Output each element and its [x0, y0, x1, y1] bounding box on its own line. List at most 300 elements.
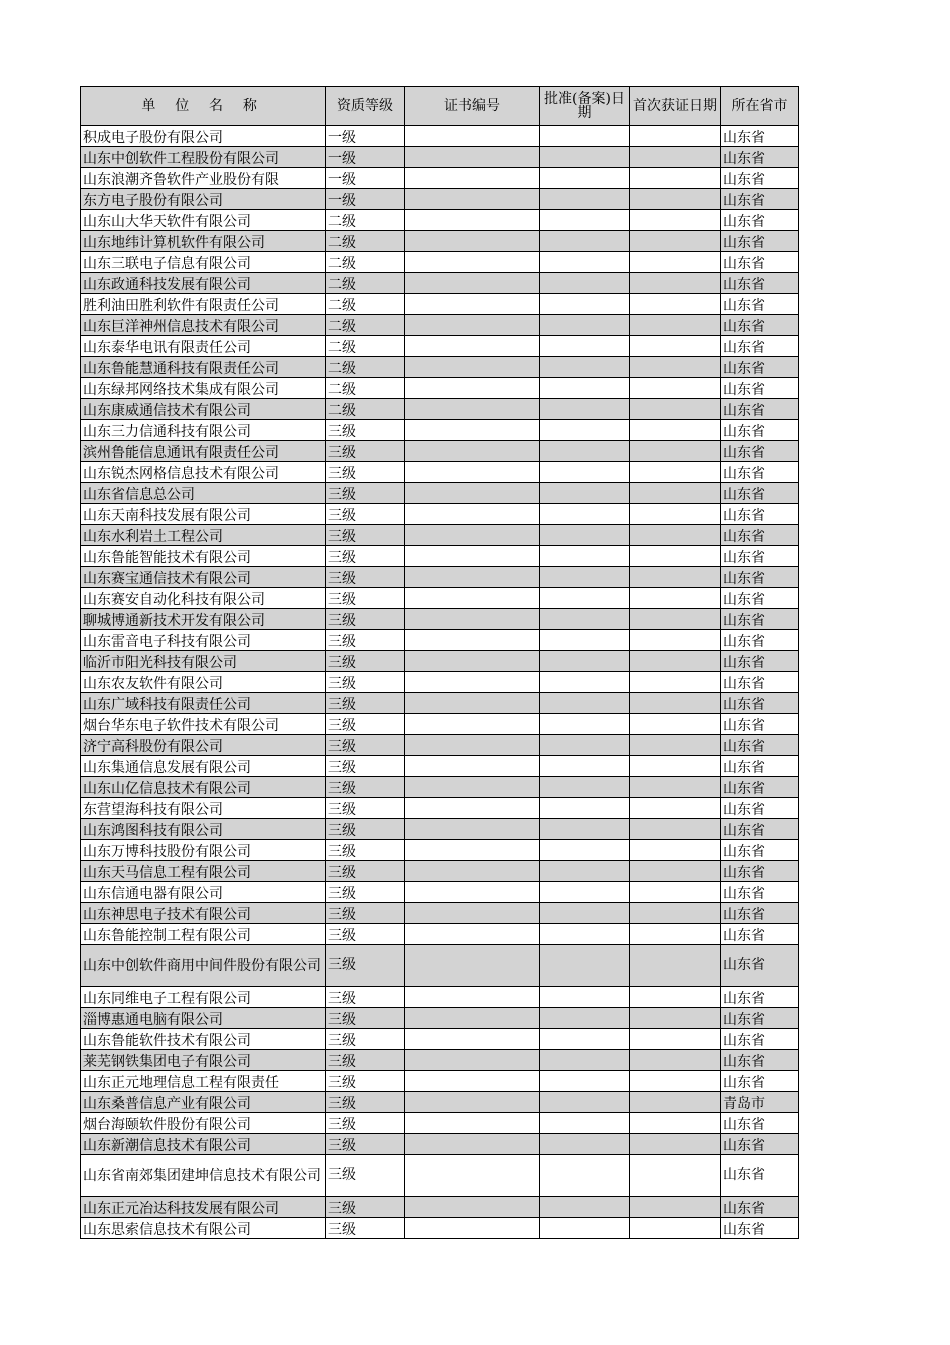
cell-approval-date[interactable]	[540, 168, 630, 189]
cell-qualification-level[interactable]: 三级	[326, 1197, 405, 1218]
header-region[interactable]: 所在省市	[721, 87, 799, 126]
cell-qualification-level[interactable]: 三级	[326, 1029, 405, 1050]
cell-qualification-level[interactable]: 三级	[326, 483, 405, 504]
cell-approval-date[interactable]	[540, 525, 630, 546]
cell-certificate-number[interactable]	[405, 504, 540, 525]
cell-unit-name[interactable]: 山东鲁能智能技术有限公司	[81, 546, 326, 567]
cell-first-cert-date[interactable]	[630, 315, 721, 336]
cell-first-cert-date[interactable]	[630, 1218, 721, 1239]
cell-region[interactable]: 山东省	[721, 1218, 799, 1239]
cell-unit-name[interactable]: 山东锐杰网格信息技术有限公司	[81, 462, 326, 483]
cell-approval-date[interactable]	[540, 504, 630, 525]
cell-unit-name[interactable]: 山东鲁能软件技术有限公司	[81, 1029, 326, 1050]
cell-approval-date[interactable]	[540, 777, 630, 798]
cell-approval-date[interactable]	[540, 1113, 630, 1134]
cell-first-cert-date[interactable]	[630, 798, 721, 819]
cell-unit-name[interactable]: 济宁高科股份有限公司	[81, 735, 326, 756]
cell-unit-name[interactable]: 山东鲁能慧通科技有限责任公司	[81, 357, 326, 378]
cell-region[interactable]: 山东省	[721, 651, 799, 672]
cell-approval-date[interactable]	[540, 609, 630, 630]
cell-unit-name[interactable]: 山东万博科技股份有限公司	[81, 840, 326, 861]
cell-unit-name[interactable]: 山东同维电子工程有限公司	[81, 987, 326, 1008]
cell-first-cert-date[interactable]	[630, 882, 721, 903]
cell-first-cert-date[interactable]	[630, 777, 721, 798]
cell-qualification-level[interactable]: 三级	[326, 1113, 405, 1134]
cell-first-cert-date[interactable]	[630, 861, 721, 882]
cell-certificate-number[interactable]	[405, 798, 540, 819]
cell-first-cert-date[interactable]	[630, 1029, 721, 1050]
cell-region[interactable]: 山东省	[721, 1050, 799, 1071]
cell-unit-name[interactable]: 山东正元冶达科技发展有限公司	[81, 1197, 326, 1218]
cell-qualification-level[interactable]: 三级	[326, 1155, 405, 1197]
cell-region[interactable]: 山东省	[721, 672, 799, 693]
cell-region[interactable]: 山东省	[721, 336, 799, 357]
cell-qualification-level[interactable]: 三级	[326, 1008, 405, 1029]
cell-unit-name[interactable]: 山东浪潮齐鲁软件产业股份有限	[81, 168, 326, 189]
cell-qualification-level[interactable]: 二级	[326, 399, 405, 420]
cell-first-cert-date[interactable]	[630, 420, 721, 441]
cell-approval-date[interactable]	[540, 567, 630, 588]
cell-region[interactable]: 山东省	[721, 567, 799, 588]
cell-approval-date[interactable]	[540, 1050, 630, 1071]
cell-qualification-level[interactable]: 三级	[326, 1071, 405, 1092]
cell-qualification-level[interactable]: 三级	[326, 924, 405, 945]
cell-first-cert-date[interactable]	[630, 1155, 721, 1197]
cell-unit-name[interactable]: 东营望海科技有限公司	[81, 798, 326, 819]
cell-unit-name[interactable]: 临沂市阳光科技有限公司	[81, 651, 326, 672]
cell-unit-name[interactable]: 山东赛宝通信技术有限公司	[81, 567, 326, 588]
cell-certificate-number[interactable]	[405, 1155, 540, 1197]
cell-unit-name[interactable]: 山东三联电子信息有限公司	[81, 252, 326, 273]
cell-qualification-level[interactable]: 三级	[326, 945, 405, 987]
cell-region[interactable]: 山东省	[721, 819, 799, 840]
cell-first-cert-date[interactable]	[630, 546, 721, 567]
cell-unit-name[interactable]: 胜利油田胜利软件有限责任公司	[81, 294, 326, 315]
cell-approval-date[interactable]	[540, 1029, 630, 1050]
cell-region[interactable]: 山东省	[721, 273, 799, 294]
cell-certificate-number[interactable]	[405, 609, 540, 630]
cell-qualification-level[interactable]: 三级	[326, 693, 405, 714]
cell-qualification-level[interactable]: 三级	[326, 819, 405, 840]
cell-certificate-number[interactable]	[405, 987, 540, 1008]
cell-certificate-number[interactable]	[405, 1113, 540, 1134]
cell-approval-date[interactable]	[540, 357, 630, 378]
cell-certificate-number[interactable]	[405, 903, 540, 924]
cell-unit-name[interactable]: 滨州鲁能信息通讯有限责任公司	[81, 441, 326, 462]
cell-unit-name[interactable]: 山东正元地理信息工程有限责任	[81, 1071, 326, 1092]
cell-qualification-level[interactable]: 三级	[326, 903, 405, 924]
cell-qualification-level[interactable]: 一级	[326, 126, 405, 147]
cell-certificate-number[interactable]	[405, 1008, 540, 1029]
cell-approval-date[interactable]	[540, 693, 630, 714]
cell-region[interactable]: 山东省	[721, 147, 799, 168]
cell-qualification-level[interactable]: 二级	[326, 294, 405, 315]
cell-region[interactable]: 山东省	[721, 252, 799, 273]
cell-region[interactable]: 山东省	[721, 693, 799, 714]
cell-unit-name[interactable]: 山东省南郊集团建坤信息技术有限公司	[81, 1155, 326, 1197]
cell-region[interactable]: 山东省	[721, 294, 799, 315]
cell-certificate-number[interactable]	[405, 1092, 540, 1113]
cell-first-cert-date[interactable]	[630, 273, 721, 294]
cell-certificate-number[interactable]	[405, 819, 540, 840]
cell-qualification-level[interactable]: 二级	[326, 336, 405, 357]
cell-region[interactable]: 山东省	[721, 525, 799, 546]
cell-approval-date[interactable]	[540, 840, 630, 861]
cell-qualification-level[interactable]: 三级	[326, 420, 405, 441]
cell-qualification-level[interactable]: 三级	[326, 525, 405, 546]
cell-certificate-number[interactable]	[405, 735, 540, 756]
cell-region[interactable]: 山东省	[721, 924, 799, 945]
cell-first-cert-date[interactable]	[630, 525, 721, 546]
cell-certificate-number[interactable]	[405, 126, 540, 147]
cell-first-cert-date[interactable]	[630, 609, 721, 630]
cell-certificate-number[interactable]	[405, 777, 540, 798]
cell-region[interactable]: 青岛市	[721, 1092, 799, 1113]
cell-qualification-level[interactable]: 三级	[326, 840, 405, 861]
cell-certificate-number[interactable]	[405, 1197, 540, 1218]
cell-qualification-level[interactable]: 三级	[326, 672, 405, 693]
cell-unit-name[interactable]: 山东鲁能控制工程有限公司	[81, 924, 326, 945]
cell-first-cert-date[interactable]	[630, 1134, 721, 1155]
cell-first-cert-date[interactable]	[630, 462, 721, 483]
cell-unit-name[interactable]: 山东山亿信息技术有限公司	[81, 777, 326, 798]
cell-qualification-level[interactable]: 二级	[326, 357, 405, 378]
cell-approval-date[interactable]	[540, 756, 630, 777]
cell-certificate-number[interactable]	[405, 420, 540, 441]
cell-region[interactable]: 山东省	[721, 546, 799, 567]
cell-certificate-number[interactable]	[405, 756, 540, 777]
cell-region[interactable]: 山东省	[721, 1113, 799, 1134]
cell-approval-date[interactable]	[540, 819, 630, 840]
cell-certificate-number[interactable]	[405, 294, 540, 315]
cell-qualification-level[interactable]: 二级	[326, 315, 405, 336]
cell-first-cert-date[interactable]	[630, 735, 721, 756]
cell-region[interactable]: 山东省	[721, 945, 799, 987]
cell-first-cert-date[interactable]	[630, 714, 721, 735]
cell-unit-name[interactable]: 山东思索信息技术有限公司	[81, 1218, 326, 1239]
cell-qualification-level[interactable]: 二级	[326, 252, 405, 273]
cell-region[interactable]: 山东省	[721, 189, 799, 210]
cell-approval-date[interactable]	[540, 672, 630, 693]
cell-unit-name[interactable]: 山东中创软件工程股份有限公司	[81, 147, 326, 168]
cell-region[interactable]: 山东省	[721, 462, 799, 483]
cell-qualification-level[interactable]: 三级	[326, 462, 405, 483]
cell-certificate-number[interactable]	[405, 336, 540, 357]
cell-qualification-level[interactable]: 三级	[326, 735, 405, 756]
cell-certificate-number[interactable]	[405, 147, 540, 168]
cell-approval-date[interactable]	[540, 924, 630, 945]
cell-region[interactable]: 山东省	[721, 420, 799, 441]
cell-unit-name[interactable]: 莱芜钢铁集团电子有限公司	[81, 1050, 326, 1071]
cell-region[interactable]: 山东省	[721, 735, 799, 756]
cell-approval-date[interactable]	[540, 903, 630, 924]
cell-approval-date[interactable]	[540, 210, 630, 231]
cell-qualification-level[interactable]: 三级	[326, 567, 405, 588]
header-first-cert-date[interactable]: 首次获证日期	[630, 87, 721, 126]
cell-qualification-level[interactable]: 二级	[326, 231, 405, 252]
cell-first-cert-date[interactable]	[630, 945, 721, 987]
cell-first-cert-date[interactable]	[630, 168, 721, 189]
cell-approval-date[interactable]	[540, 1155, 630, 1197]
cell-certificate-number[interactable]	[405, 567, 540, 588]
cell-qualification-level[interactable]: 三级	[326, 798, 405, 819]
header-qualification-level[interactable]: 资质等级	[326, 87, 405, 126]
cell-unit-name[interactable]: 山东信通电器有限公司	[81, 882, 326, 903]
cell-first-cert-date[interactable]	[630, 630, 721, 651]
cell-approval-date[interactable]	[540, 315, 630, 336]
cell-region[interactable]: 山东省	[721, 483, 799, 504]
header-approval-date[interactable]: 批准(备案)日期	[540, 87, 630, 126]
cell-region[interactable]: 山东省	[721, 231, 799, 252]
cell-unit-name[interactable]: 山东广域科技有限责任公司	[81, 693, 326, 714]
cell-first-cert-date[interactable]	[630, 189, 721, 210]
cell-region[interactable]: 山东省	[721, 1008, 799, 1029]
cell-region[interactable]: 山东省	[721, 1197, 799, 1218]
cell-unit-name[interactable]: 山东神思电子技术有限公司	[81, 903, 326, 924]
cell-region[interactable]: 山东省	[721, 987, 799, 1008]
cell-qualification-level[interactable]: 三级	[326, 714, 405, 735]
cell-approval-date[interactable]	[540, 861, 630, 882]
cell-first-cert-date[interactable]	[630, 147, 721, 168]
cell-qualification-level[interactable]: 三级	[326, 651, 405, 672]
cell-first-cert-date[interactable]	[630, 231, 721, 252]
cell-certificate-number[interactable]	[405, 882, 540, 903]
cell-region[interactable]: 山东省	[721, 315, 799, 336]
cell-unit-name[interactable]: 山东集通信息发展有限公司	[81, 756, 326, 777]
cell-certificate-number[interactable]	[405, 210, 540, 231]
cell-unit-name[interactable]: 山东康威通信技术有限公司	[81, 399, 326, 420]
cell-region[interactable]: 山东省	[721, 777, 799, 798]
cell-first-cert-date[interactable]	[630, 504, 721, 525]
cell-first-cert-date[interactable]	[630, 252, 721, 273]
cell-certificate-number[interactable]	[405, 315, 540, 336]
cell-qualification-level[interactable]: 二级	[326, 273, 405, 294]
cell-first-cert-date[interactable]	[630, 672, 721, 693]
cell-region[interactable]: 山东省	[721, 756, 799, 777]
cell-unit-name[interactable]: 山东巨洋神州信息技术有限公司	[81, 315, 326, 336]
cell-approval-date[interactable]	[540, 273, 630, 294]
cell-certificate-number[interactable]	[405, 861, 540, 882]
cell-qualification-level[interactable]: 一级	[326, 168, 405, 189]
cell-certificate-number[interactable]	[405, 714, 540, 735]
cell-certificate-number[interactable]	[405, 1071, 540, 1092]
cell-approval-date[interactable]	[540, 714, 630, 735]
cell-first-cert-date[interactable]	[630, 1092, 721, 1113]
cell-first-cert-date[interactable]	[630, 357, 721, 378]
cell-region[interactable]: 山东省	[721, 399, 799, 420]
cell-certificate-number[interactable]	[405, 273, 540, 294]
cell-first-cert-date[interactable]	[630, 1050, 721, 1071]
cell-certificate-number[interactable]	[405, 399, 540, 420]
cell-approval-date[interactable]	[540, 189, 630, 210]
cell-certificate-number[interactable]	[405, 1050, 540, 1071]
cell-unit-name[interactable]: 山东鸿图科技有限公司	[81, 819, 326, 840]
cell-unit-name[interactable]: 山东地纬计算机软件有限公司	[81, 231, 326, 252]
cell-qualification-level[interactable]: 三级	[326, 441, 405, 462]
cell-region[interactable]: 山东省	[721, 210, 799, 231]
cell-first-cert-date[interactable]	[630, 588, 721, 609]
cell-first-cert-date[interactable]	[630, 840, 721, 861]
cell-qualification-level[interactable]: 三级	[326, 1134, 405, 1155]
cell-certificate-number[interactable]	[405, 672, 540, 693]
cell-approval-date[interactable]	[540, 882, 630, 903]
cell-first-cert-date[interactable]	[630, 651, 721, 672]
header-unit-name[interactable]: 单 位 名 称	[81, 87, 326, 126]
cell-approval-date[interactable]	[540, 336, 630, 357]
cell-first-cert-date[interactable]	[630, 483, 721, 504]
cell-unit-name[interactable]: 烟台海颐软件股份有限公司	[81, 1113, 326, 1134]
cell-approval-date[interactable]	[540, 378, 630, 399]
cell-region[interactable]: 山东省	[721, 504, 799, 525]
cell-approval-date[interactable]	[540, 945, 630, 987]
cell-qualification-level[interactable]: 一级	[326, 189, 405, 210]
cell-unit-name[interactable]: 东方电子股份有限公司	[81, 189, 326, 210]
cell-unit-name[interactable]: 山东水利岩土工程公司	[81, 525, 326, 546]
cell-unit-name[interactable]: 聊城博通新技术开发有限公司	[81, 609, 326, 630]
cell-certificate-number[interactable]	[405, 378, 540, 399]
cell-qualification-level[interactable]: 二级	[326, 210, 405, 231]
cell-qualification-level[interactable]: 一级	[326, 147, 405, 168]
cell-first-cert-date[interactable]	[630, 567, 721, 588]
cell-certificate-number[interactable]	[405, 651, 540, 672]
cell-region[interactable]: 山东省	[721, 903, 799, 924]
cell-region[interactable]: 山东省	[721, 378, 799, 399]
cell-qualification-level[interactable]: 三级	[326, 1092, 405, 1113]
cell-region[interactable]: 山东省	[721, 1029, 799, 1050]
cell-region[interactable]: 山东省	[721, 357, 799, 378]
cell-region[interactable]: 山东省	[721, 168, 799, 189]
cell-certificate-number[interactable]	[405, 168, 540, 189]
cell-first-cert-date[interactable]	[630, 378, 721, 399]
cell-certificate-number[interactable]	[405, 924, 540, 945]
cell-unit-name[interactable]: 山东山大华天软件有限公司	[81, 210, 326, 231]
cell-certificate-number[interactable]	[405, 1134, 540, 1155]
cell-certificate-number[interactable]	[405, 630, 540, 651]
cell-unit-name[interactable]: 山东农友软件有限公司	[81, 672, 326, 693]
cell-certificate-number[interactable]	[405, 252, 540, 273]
cell-qualification-level[interactable]: 三级	[326, 861, 405, 882]
cell-approval-date[interactable]	[540, 588, 630, 609]
cell-qualification-level[interactable]: 三级	[326, 630, 405, 651]
cell-region[interactable]: 山东省	[721, 798, 799, 819]
cell-certificate-number[interactable]	[405, 189, 540, 210]
cell-certificate-number[interactable]	[405, 693, 540, 714]
cell-unit-name[interactable]: 山东绿邦网络技术集成有限公司	[81, 378, 326, 399]
cell-unit-name[interactable]: 山东赛安自动化科技有限公司	[81, 588, 326, 609]
cell-region[interactable]: 山东省	[721, 1071, 799, 1092]
cell-approval-date[interactable]	[540, 651, 630, 672]
cell-qualification-level[interactable]: 三级	[326, 777, 405, 798]
cell-qualification-level[interactable]: 三级	[326, 756, 405, 777]
cell-qualification-level[interactable]: 三级	[326, 987, 405, 1008]
cell-approval-date[interactable]	[540, 147, 630, 168]
cell-first-cert-date[interactable]	[630, 1197, 721, 1218]
cell-region[interactable]: 山东省	[721, 441, 799, 462]
cell-approval-date[interactable]	[540, 483, 630, 504]
cell-approval-date[interactable]	[540, 735, 630, 756]
cell-first-cert-date[interactable]	[630, 1071, 721, 1092]
cell-approval-date[interactable]	[540, 1071, 630, 1092]
cell-first-cert-date[interactable]	[630, 1113, 721, 1134]
cell-region[interactable]: 山东省	[721, 1155, 799, 1197]
cell-region[interactable]: 山东省	[721, 588, 799, 609]
cell-region[interactable]: 山东省	[721, 840, 799, 861]
cell-unit-name[interactable]: 积成电子股份有限公司	[81, 126, 326, 147]
cell-first-cert-date[interactable]	[630, 1008, 721, 1029]
cell-first-cert-date[interactable]	[630, 819, 721, 840]
cell-approval-date[interactable]	[540, 126, 630, 147]
cell-unit-name[interactable]: 山东省信息总公司	[81, 483, 326, 504]
cell-region[interactable]: 山东省	[721, 630, 799, 651]
cell-unit-name[interactable]: 山东泰华电讯有限责任公司	[81, 336, 326, 357]
cell-first-cert-date[interactable]	[630, 924, 721, 945]
cell-approval-date[interactable]	[540, 987, 630, 1008]
cell-approval-date[interactable]	[540, 399, 630, 420]
cell-approval-date[interactable]	[540, 1008, 630, 1029]
cell-unit-name[interactable]: 山东桑普信息产业有限公司	[81, 1092, 326, 1113]
cell-approval-date[interactable]	[540, 1197, 630, 1218]
cell-approval-date[interactable]	[540, 231, 630, 252]
cell-unit-name[interactable]: 淄博惠通电脑有限公司	[81, 1008, 326, 1029]
cell-certificate-number[interactable]	[405, 546, 540, 567]
cell-qualification-level[interactable]: 二级	[326, 378, 405, 399]
cell-first-cert-date[interactable]	[630, 210, 721, 231]
cell-approval-date[interactable]	[540, 1092, 630, 1113]
cell-approval-date[interactable]	[540, 420, 630, 441]
cell-first-cert-date[interactable]	[630, 903, 721, 924]
cell-approval-date[interactable]	[540, 630, 630, 651]
cell-qualification-level[interactable]: 三级	[326, 546, 405, 567]
cell-unit-name[interactable]: 山东三力信通科技有限公司	[81, 420, 326, 441]
cell-approval-date[interactable]	[540, 252, 630, 273]
cell-qualification-level[interactable]: 三级	[326, 882, 405, 903]
cell-certificate-number[interactable]	[405, 231, 540, 252]
cell-unit-name[interactable]: 烟台华东电子软件技术有限公司	[81, 714, 326, 735]
cell-qualification-level[interactable]: 三级	[326, 588, 405, 609]
cell-qualification-level[interactable]: 三级	[326, 609, 405, 630]
cell-unit-name[interactable]: 山东雷音电子科技有限公司	[81, 630, 326, 651]
cell-certificate-number[interactable]	[405, 525, 540, 546]
cell-unit-name[interactable]: 山东天马信息工程有限公司	[81, 861, 326, 882]
cell-certificate-number[interactable]	[405, 945, 540, 987]
cell-first-cert-date[interactable]	[630, 126, 721, 147]
cell-certificate-number[interactable]	[405, 462, 540, 483]
cell-unit-name[interactable]: 山东政通科技发展有限公司	[81, 273, 326, 294]
cell-first-cert-date[interactable]	[630, 987, 721, 1008]
cell-qualification-level[interactable]: 三级	[326, 1050, 405, 1071]
header-certificate-number[interactable]: 证书编号	[405, 87, 540, 126]
cell-unit-name[interactable]: 山东中创软件商用中间件股份有限公司	[81, 945, 326, 987]
cell-first-cert-date[interactable]	[630, 693, 721, 714]
cell-first-cert-date[interactable]	[630, 336, 721, 357]
cell-certificate-number[interactable]	[405, 1218, 540, 1239]
cell-first-cert-date[interactable]	[630, 294, 721, 315]
cell-region[interactable]: 山东省	[721, 861, 799, 882]
cell-first-cert-date[interactable]	[630, 399, 721, 420]
cell-certificate-number[interactable]	[405, 840, 540, 861]
cell-certificate-number[interactable]	[405, 483, 540, 504]
cell-approval-date[interactable]	[540, 462, 630, 483]
cell-qualification-level[interactable]: 三级	[326, 1218, 405, 1239]
cell-qualification-level[interactable]: 三级	[326, 504, 405, 525]
cell-region[interactable]: 山东省	[721, 714, 799, 735]
cell-approval-date[interactable]	[540, 798, 630, 819]
cell-certificate-number[interactable]	[405, 441, 540, 462]
cell-certificate-number[interactable]	[405, 588, 540, 609]
cell-region[interactable]: 山东省	[721, 1134, 799, 1155]
cell-approval-date[interactable]	[540, 1134, 630, 1155]
cell-first-cert-date[interactable]	[630, 441, 721, 462]
